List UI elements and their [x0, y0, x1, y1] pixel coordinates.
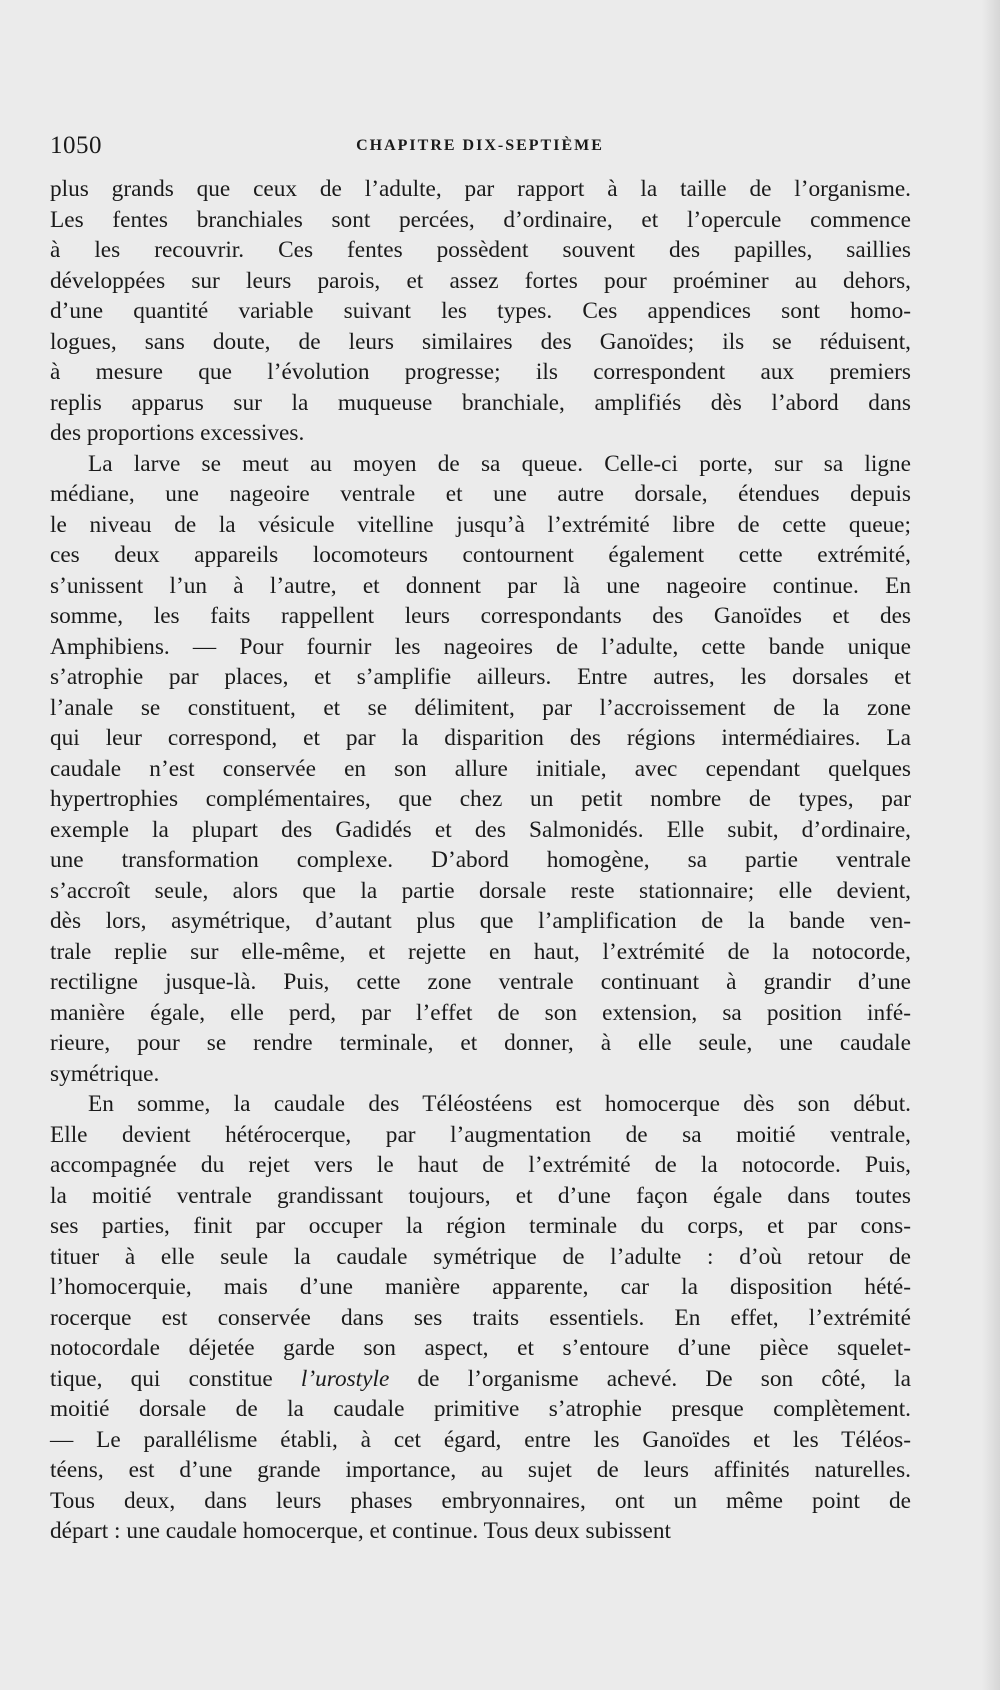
text-line: hypertrophies complémentaires, que chez un petit nombre de types, par: [50, 786, 911, 812]
text-line: La larve se meut au moyen de sa queue. Celle-ci porte, sur sa ligne: [88, 450, 911, 477]
text-line: la moitié ventrale grandissant toujours, et d’une façon égale dans toutes: [50, 1182, 911, 1209]
text-line: Amphibiens. — Pour fournir les nageoires de l’adulte, cette bande unique: [50, 633, 911, 660]
text-line: plus grands que ceux de l’adulte, par rapport à la taille de l’organisme.: [50, 176, 911, 202]
text-line: l’anale se constituent, et se délimitent, par l’accroissement de la zone: [50, 694, 911, 721]
text-line: accompagnée du rejet vers le haut de l’extrémité de la notocorde. Puis,: [50, 1152, 911, 1178]
text-line: replis apparus sur la muqueuse branchiale, amplifiés dès l’abord dans: [50, 389, 911, 416]
paragraph: [50, 449, 911, 1090]
running-title: CHAPITRE DIX-SEPTIÈME: [356, 137, 604, 154]
text-line: logues, sans doute, de leurs similaires des Ganoïdes; ils se réduisent,: [50, 328, 911, 355]
text-line: somme, les faits rappellent leurs correspondants des Ganoïdes et des: [50, 603, 911, 629]
text-line: une transformation complexe. D’abord homogène, sa partie ventrale: [50, 847, 911, 873]
page-number: 1050: [50, 132, 102, 159]
text-line: notocordale déjetée garde son aspect, et s’entoure d’une pièce squelet-: [50, 1335, 911, 1361]
page-edge-shadow: [982, 0, 1000, 1690]
text-line: s’unissent l’un à l’autre, et donnent par là une nageoire continue. En: [50, 572, 911, 599]
text-line: s’atrophie par places, et s’amplifie ailleurs. Entre autres, les dorsales et: [50, 664, 911, 690]
text-line: rocerque est conservée dans ses traits essentiels. En effet, l’extrémité: [50, 1304, 911, 1331]
text-line: dès lors, asymétrique, d’autant plus que l’amplification de la bande ven-: [50, 908, 911, 934]
text-line: rieure, pour se rendre terminale, et donner, à elle seule, une caudale: [50, 1030, 911, 1056]
text-line: qui leur correspond, et par la disparition des régions intermédiaires. La: [50, 725, 911, 751]
text-line: Les fentes branchiales sont percées, d’ordinaire, et l’opercule commence: [50, 206, 911, 233]
text-line: rectiligne jusque-là. Puis, cette zone ventrale continuant à grandir d’une: [50, 969, 911, 995]
text-line: ses parties, finit par occuper la région terminale du corps, et par cons-: [50, 1213, 911, 1239]
text-line: caudale n’est conservée en son allure initiale, avec cependant quelques: [50, 755, 911, 782]
text-line: trale replie sur elle-même, et rejette en haut, l’extrémité de la notocorde,: [50, 938, 911, 965]
paragraph: [50, 174, 911, 449]
text-line: ces deux appareils locomoteurs contournent également cette extrémité,: [50, 542, 911, 568]
text-line: des proportions excessives.: [50, 420, 305, 446]
text-line: l’homocerquie, mais d’une manière apparente, car la disposition hété-: [50, 1274, 911, 1300]
text-line: le niveau de la vésicule vitelline jusqu’à l’extrémité libre de cette queue;: [50, 511, 911, 538]
text-line: En somme, la caudale des Téléostéens est homocerque dès son début.: [88, 1091, 911, 1117]
text-line: exemple la plupart des Gadidés et des Salmonidés. Elle subit, d’ordinaire,: [50, 816, 911, 843]
text-line: à les recouvrir. Ces fentes possèdent souvent des papilles, saillies: [50, 237, 911, 263]
text-line: développées sur leurs parois, et assez fortes pour proéminer au dehors,: [50, 267, 911, 294]
text-line: Elle devient hétérocerque, par l’augmentation de sa moitié ventrale,: [50, 1121, 911, 1148]
text-line: téens, est d’une grande importance, au sujet de leurs affinités naturelles.: [50, 1457, 911, 1483]
text-line: départ : une caudale homocerque, et continue. Tous deux subissent: [50, 1518, 671, 1544]
text-line: tique, qui constitue l’urostyle de l’organisme achevé. De son côté, la: [50, 1365, 911, 1392]
text-line: médiane, une nageoire ventrale et une autre dorsale, étendues depuis: [50, 481, 911, 507]
page-header: [50, 132, 910, 166]
text-line: symétrique.: [50, 1060, 160, 1087]
text-line: d’une quantité variable suivant les types. Ces appendices sont homo-: [50, 298, 911, 324]
text-line: s’accroît seule, alors que la partie dorsale reste stationnaire; elle devient,: [50, 877, 911, 904]
text-line: manière égale, elle perd, par l’effet de son extension, sa position infé-: [50, 999, 911, 1026]
paragraph: [50, 1089, 911, 1547]
text-line: moitié dorsale de la caudale primitive s’atrophie presque complètement.: [50, 1396, 911, 1422]
text-line: tituer à elle seule la caudale symétrique de l’adulte : d’où retour de: [50, 1243, 911, 1270]
text-line: Tous deux, dans leurs phases embryonnaires, ont un même point de: [50, 1487, 911, 1514]
page-body: [50, 174, 911, 1547]
text-line: à mesure que l’évolution progresse; ils correspondent aux premiers: [50, 359, 911, 385]
text-line: — Le parallélisme établi, à cet égard, entre les Ganoïdes et les Téléos-: [50, 1426, 911, 1453]
